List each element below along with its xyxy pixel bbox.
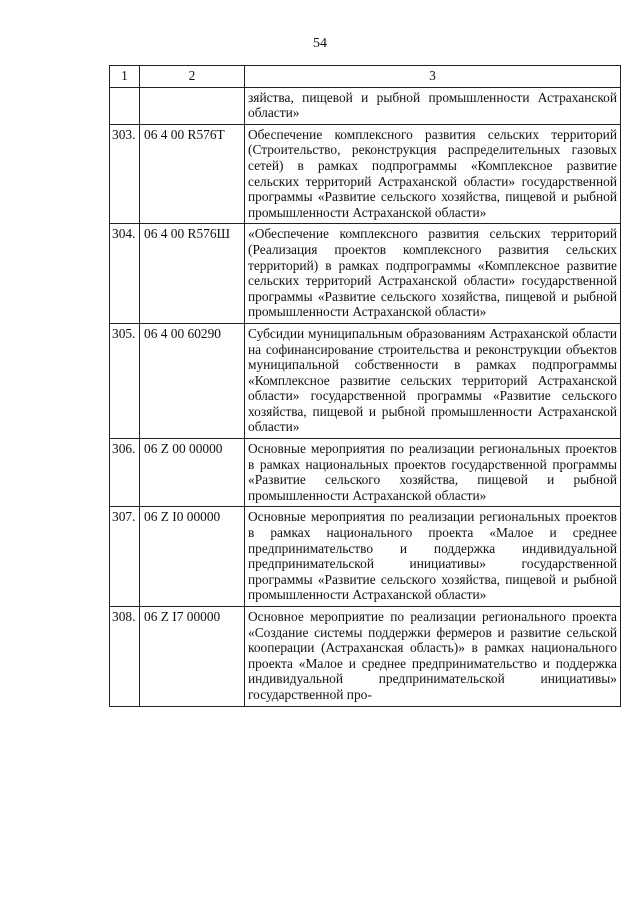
row-code: 06 Z I0 00000	[140, 507, 245, 607]
row-number: 306.	[110, 439, 140, 507]
row-code: 06 4 00 R576Т	[140, 124, 245, 224]
page-number: 54	[313, 36, 327, 51]
row-text: Основные мероприятия по реализации региональных проектов в рамках национальных проектов государственной программы «Развитие сельского хозяйства, пищевой и рыбной промышленности Астраханской области»	[245, 439, 621, 507]
row-number: 308.	[110, 607, 140, 707]
row-code: 06 4 00 60290	[140, 323, 245, 438]
row-text: Основные мероприятия по реализации региональных проектов в рамках национального проекта «Малое и среднее предпринимательство и поддержка индивидуальной предпринимательской инициативы» государственной программы «Развитие сельского хозяйства, пищевой и рыбной промышленности Астраханской области»	[245, 507, 621, 607]
row-text: Субсидии муниципальным образованиям Астраханской области на софинансирование строительства и реконструкции объектов муниципальной собственности в рамках подпрограммы «Комплексное развитие сельских территорий Астраханской области» государственной программы «Развитие сельского хозяйства, пищевой и рыбной промышленности Астраханской области»	[245, 323, 621, 438]
row-text: Обеспечение комплексного развития сельских территорий (Строительство, реконструкция распределительных газовых сетей) в рамках подпрограммы «Комплексное развитие сельских территорий Астраханской области» государственной программы «Развитие сельского хозяйства, пищевой и рыбной промышленности Астраханской области»	[245, 124, 621, 224]
row-code	[140, 87, 245, 124]
row-code: 06 Z 00 00000	[140, 439, 245, 507]
table-row	[110, 439, 621, 507]
table-row	[110, 224, 621, 324]
table-header-row	[110, 66, 621, 88]
row-number: 304.	[110, 224, 140, 324]
header-column-3: 3	[245, 66, 621, 88]
table-row	[110, 607, 621, 707]
row-code: 06 Z I7 00000	[140, 607, 245, 707]
table-row	[110, 323, 621, 438]
row-number: 303.	[110, 124, 140, 224]
row-text: Основное мероприятие по реализации регионального проекта «Создание системы поддержки фермеров и развитие сельской кооперации (Астраханская область)» в рамках национального проекта «Малое и среднее предпринимательство и поддержка индивидуальной предпринимательской инициативы» государственной про-	[245, 607, 621, 707]
row-number: 305.	[110, 323, 140, 438]
row-number: 307.	[110, 507, 140, 607]
budget-classification-table	[109, 65, 621, 707]
row-text: зяйства, пищевой и рыбной промышленности Астраханской области»	[245, 87, 621, 124]
row-text: «Обеспечение комплексного развития сельских территорий (Реализация проектов комплексного развития сельских территорий) в рамках подпрограммы «Комплексное развитие сельских территорий Астраханской области» государственной программы «Развитие сельского хозяйства, пищевой и рыбной промышленности Астраханской области»	[245, 224, 621, 324]
header-column-1: 1	[110, 66, 140, 88]
table-row	[110, 507, 621, 607]
table-row-continuation	[110, 87, 621, 124]
row-number	[110, 87, 140, 124]
header-column-2: 2	[140, 66, 245, 88]
row-code: 06 4 00 R576Ш	[140, 224, 245, 324]
table-row	[110, 124, 621, 224]
